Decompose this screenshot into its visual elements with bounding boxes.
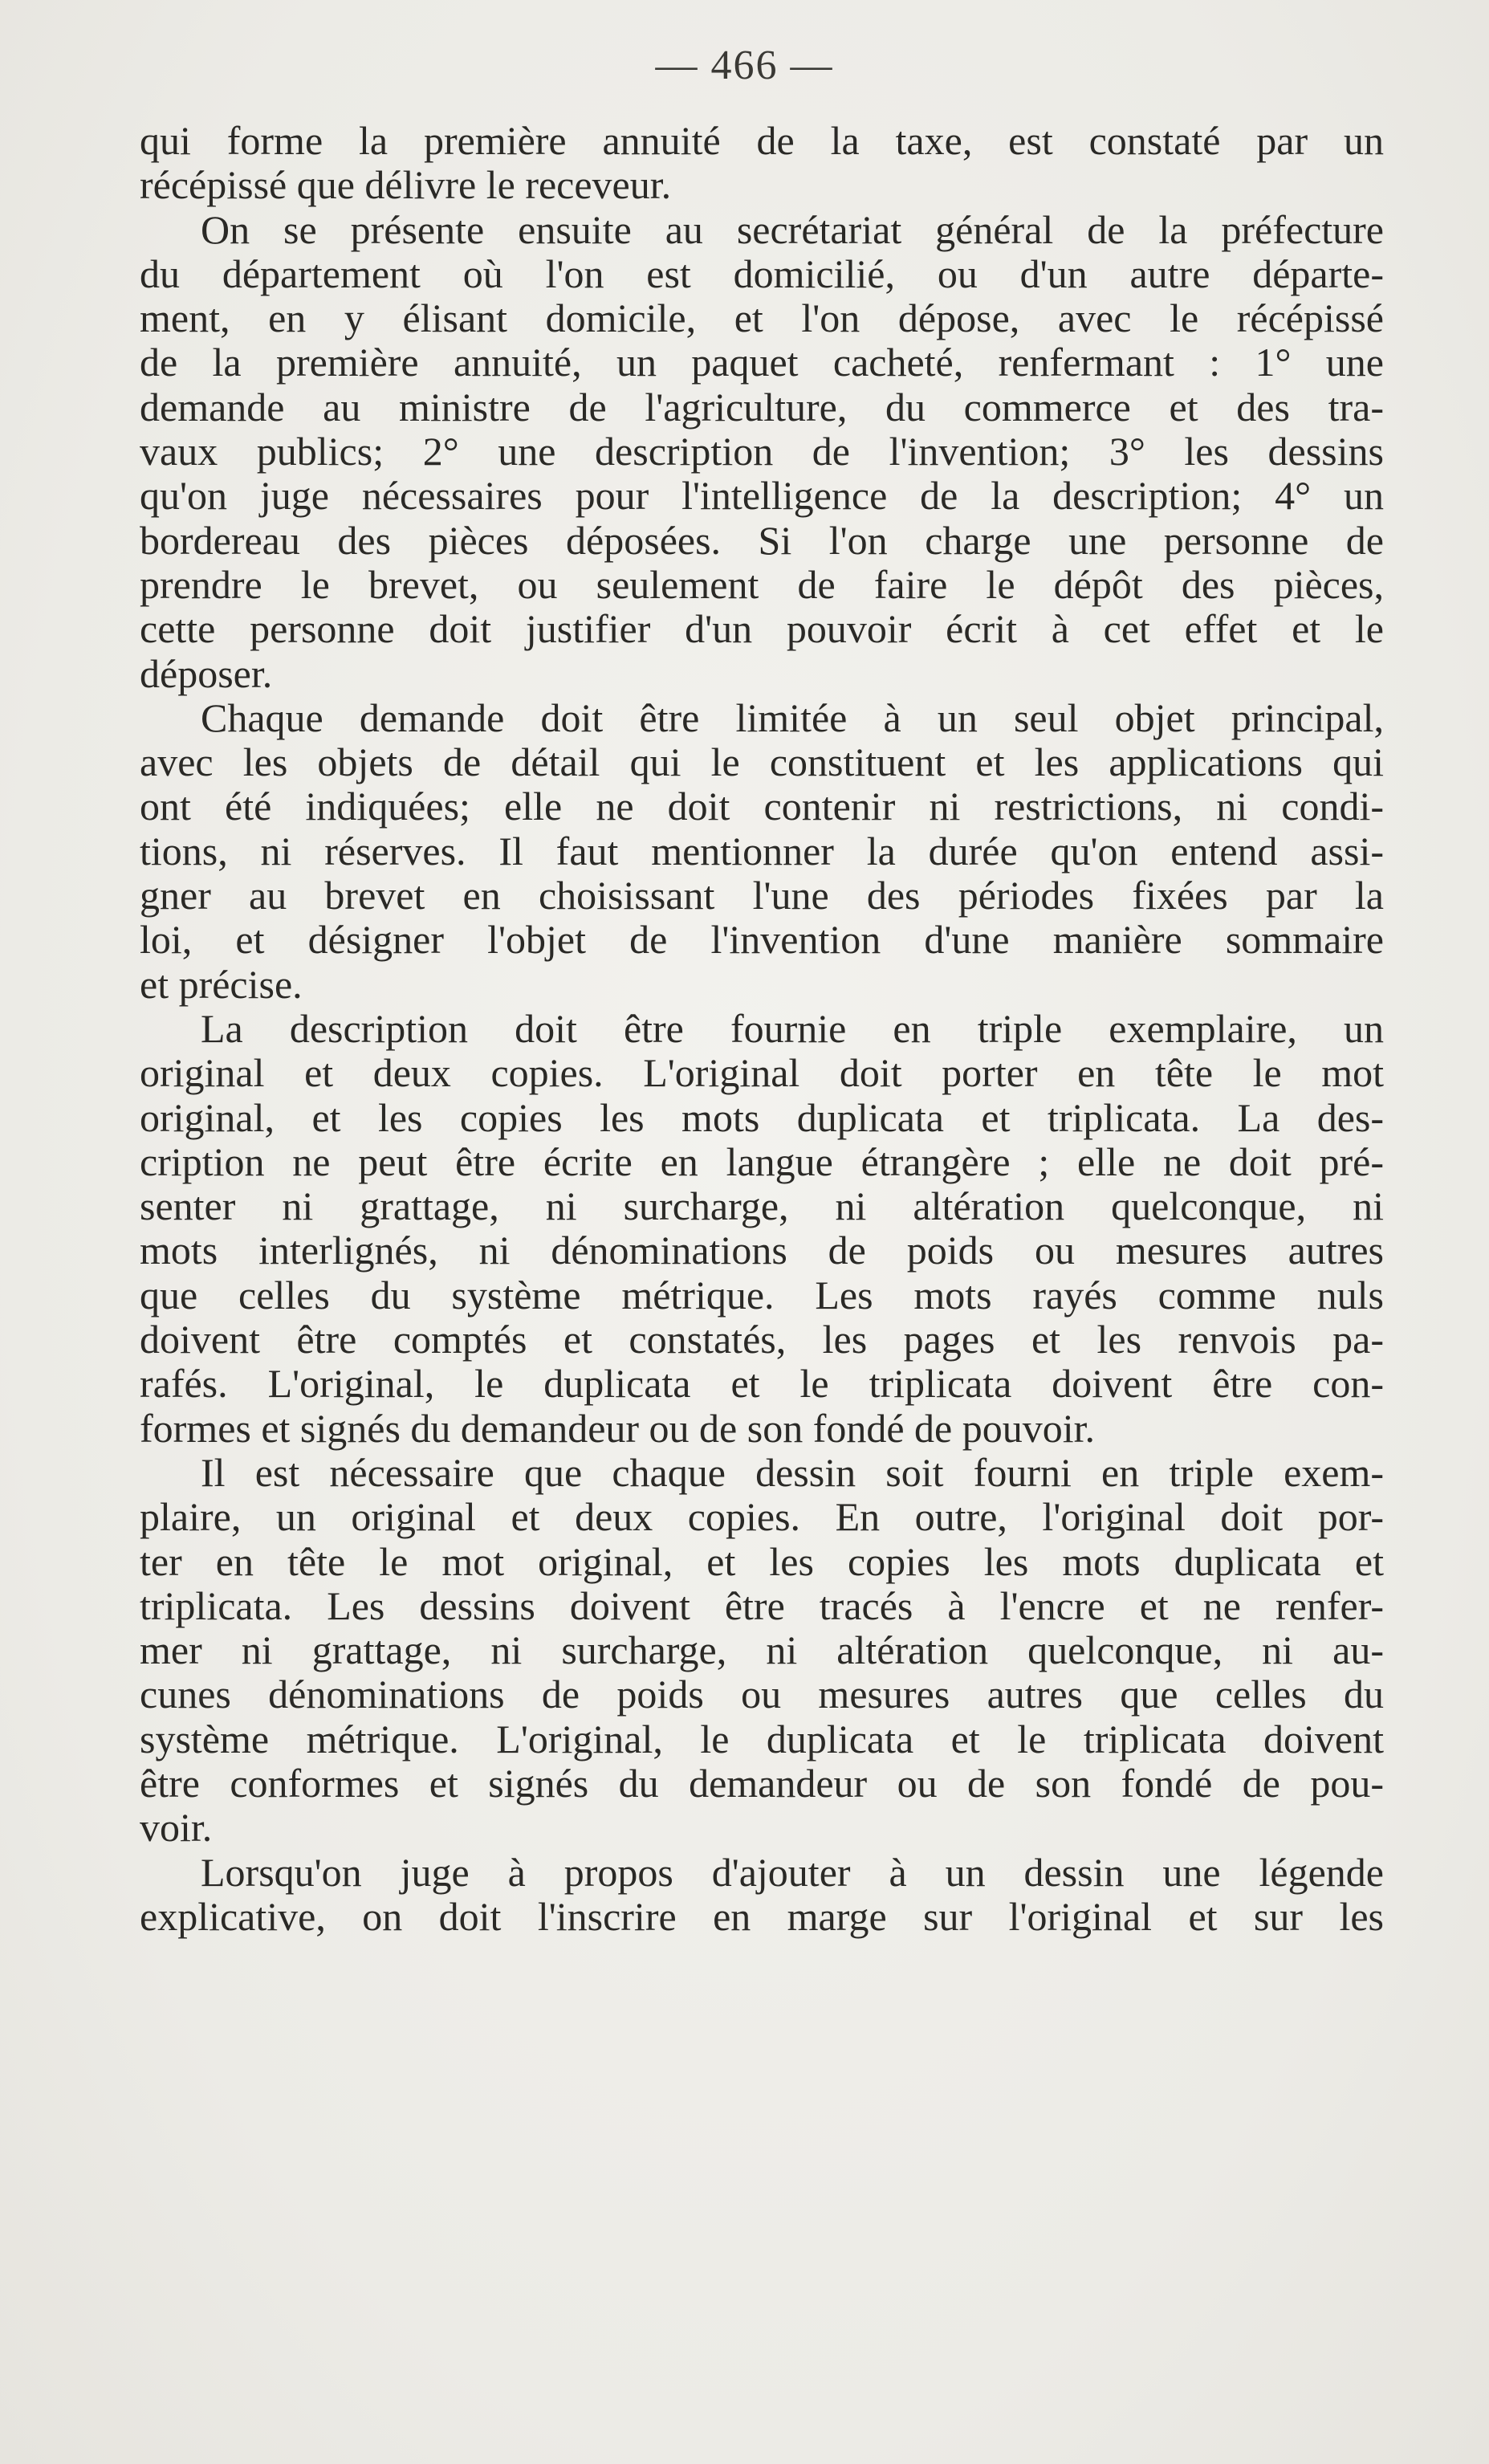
paragraph bbox=[140, 696, 1384, 1007]
text-line: original, et les copies les mots duplicata et triplicata. La des- bbox=[140, 1094, 1384, 1140]
text-line: et précise. bbox=[140, 961, 303, 1007]
paragraph bbox=[140, 1007, 1384, 1451]
text-line: On se présente ensuite au secrétariat général de la préfecture bbox=[201, 206, 1384, 252]
text-line: rafés. L'original, le duplicata et le triplicata doivent être con- bbox=[140, 1361, 1384, 1407]
text-line: système métrique. L'original, le duplicata et le triplicata doivent bbox=[140, 1716, 1384, 1761]
text-line: demande au ministre de l'agriculture, du commerce et des tra- bbox=[140, 384, 1384, 430]
paragraph bbox=[140, 1451, 1384, 1851]
text-line: qu'on juge nécessaires pour l'intelligence de la description; 4° un bbox=[140, 473, 1384, 519]
text-line: loi, et désigner l'objet de l'invention d'une manière sommaire bbox=[140, 917, 1384, 963]
text-line: tions, ni réserves. Il faut mentionner la durée qu'on entend assi- bbox=[140, 828, 1384, 874]
text-line: cette personne doit justifier d'un pouvoir écrit à cet effet et le bbox=[140, 606, 1384, 652]
text-line: mer ni grattage, ni surcharge, ni altération quelconque, ni au- bbox=[140, 1627, 1384, 1673]
text-line: Il est nécessaire que chaque dessin soit fourni en triple exem- bbox=[201, 1449, 1384, 1495]
text-line: Lorsqu'on juge à propos d'ajouter à un dessin une légende bbox=[201, 1849, 1384, 1895]
text-line: senter ni grattage, ni surcharge, ni altération quelconque, ni bbox=[140, 1183, 1384, 1229]
text-line: original et deux copies. L'original doit porter en tête le mot bbox=[140, 1050, 1384, 1096]
text-line: être conformes et signés du demandeur ou de son fondé de pou- bbox=[140, 1760, 1384, 1806]
text-line: prendre le brevet, ou seulement de faire le dépôt des pièces, bbox=[140, 561, 1384, 607]
text-line: formes et signés du demandeur ou de son fondé de pouvoir. bbox=[140, 1405, 1096, 1451]
text-line: récépissé que délivre le receveur. bbox=[140, 162, 672, 208]
text-line: de la première annuité, un paquet cacheté, renfermant : 1° une bbox=[140, 340, 1384, 385]
text-line: doivent être comptés et constatés, les pages et les renvois pa- bbox=[140, 1317, 1384, 1362]
text-line: ont été indiquées; elle ne doit contenir ni restrictions, ni condi- bbox=[140, 784, 1384, 829]
paragraph bbox=[140, 1851, 1384, 1940]
page-number: — 466 — bbox=[655, 43, 834, 88]
text-line: triplicata. Les dessins doivent être tracés à l'encre et ne renfer- bbox=[140, 1582, 1384, 1628]
text-line: bordereau des pièces déposées. Si l'on charge une personne de bbox=[140, 517, 1384, 563]
text-line: qui forme la première annuité de la taxe, est constaté par un bbox=[140, 118, 1384, 163]
text-line: gner au brevet en choisissant l'une des périodes fixées par la bbox=[140, 873, 1384, 918]
paragraph bbox=[140, 208, 1384, 696]
text-line: voir. bbox=[140, 1805, 213, 1851]
text-line: Chaque demande doit être limitée à un seul objet principal, bbox=[201, 694, 1384, 740]
text-line: La description doit être fournie en triple exemplaire, un bbox=[201, 1005, 1384, 1051]
text-line: du département où l'on est domicilié, ou d'un autre départe- bbox=[140, 250, 1384, 296]
paragraph bbox=[140, 119, 1384, 208]
text-line: mots interlignés, ni dénominations de poids ou mesures autres bbox=[140, 1228, 1384, 1273]
text-line: cription ne peut être écrite en langue étrangère ; elle ne doit pré- bbox=[140, 1138, 1384, 1184]
text-line: que celles du système métrique. Les mots rayés comme nuls bbox=[140, 1272, 1384, 1318]
text-line: plaire, un original et deux copies. En outre, l'original doit por- bbox=[140, 1494, 1384, 1540]
text-line: cunes dénominations de poids ou mesures autres que celles du bbox=[140, 1672, 1384, 1717]
text-line: déposer. bbox=[140, 650, 273, 696]
text-line: ment, en y élisant domicile, et l'on dépose, avec le récépissé bbox=[140, 295, 1384, 341]
text-line: explicative, on doit l'inscrire en marge sur l'original et sur les bbox=[140, 1893, 1384, 1939]
text-line: ter en tête le mot original, et les copies les mots duplicata et bbox=[140, 1538, 1384, 1584]
body-text bbox=[140, 119, 1384, 1939]
text-line: avec les objets de détail qui le constituent et les applications qui bbox=[140, 739, 1384, 785]
text-line: vaux publics; 2° une description de l'invention; 3° les dessins bbox=[140, 429, 1384, 474]
